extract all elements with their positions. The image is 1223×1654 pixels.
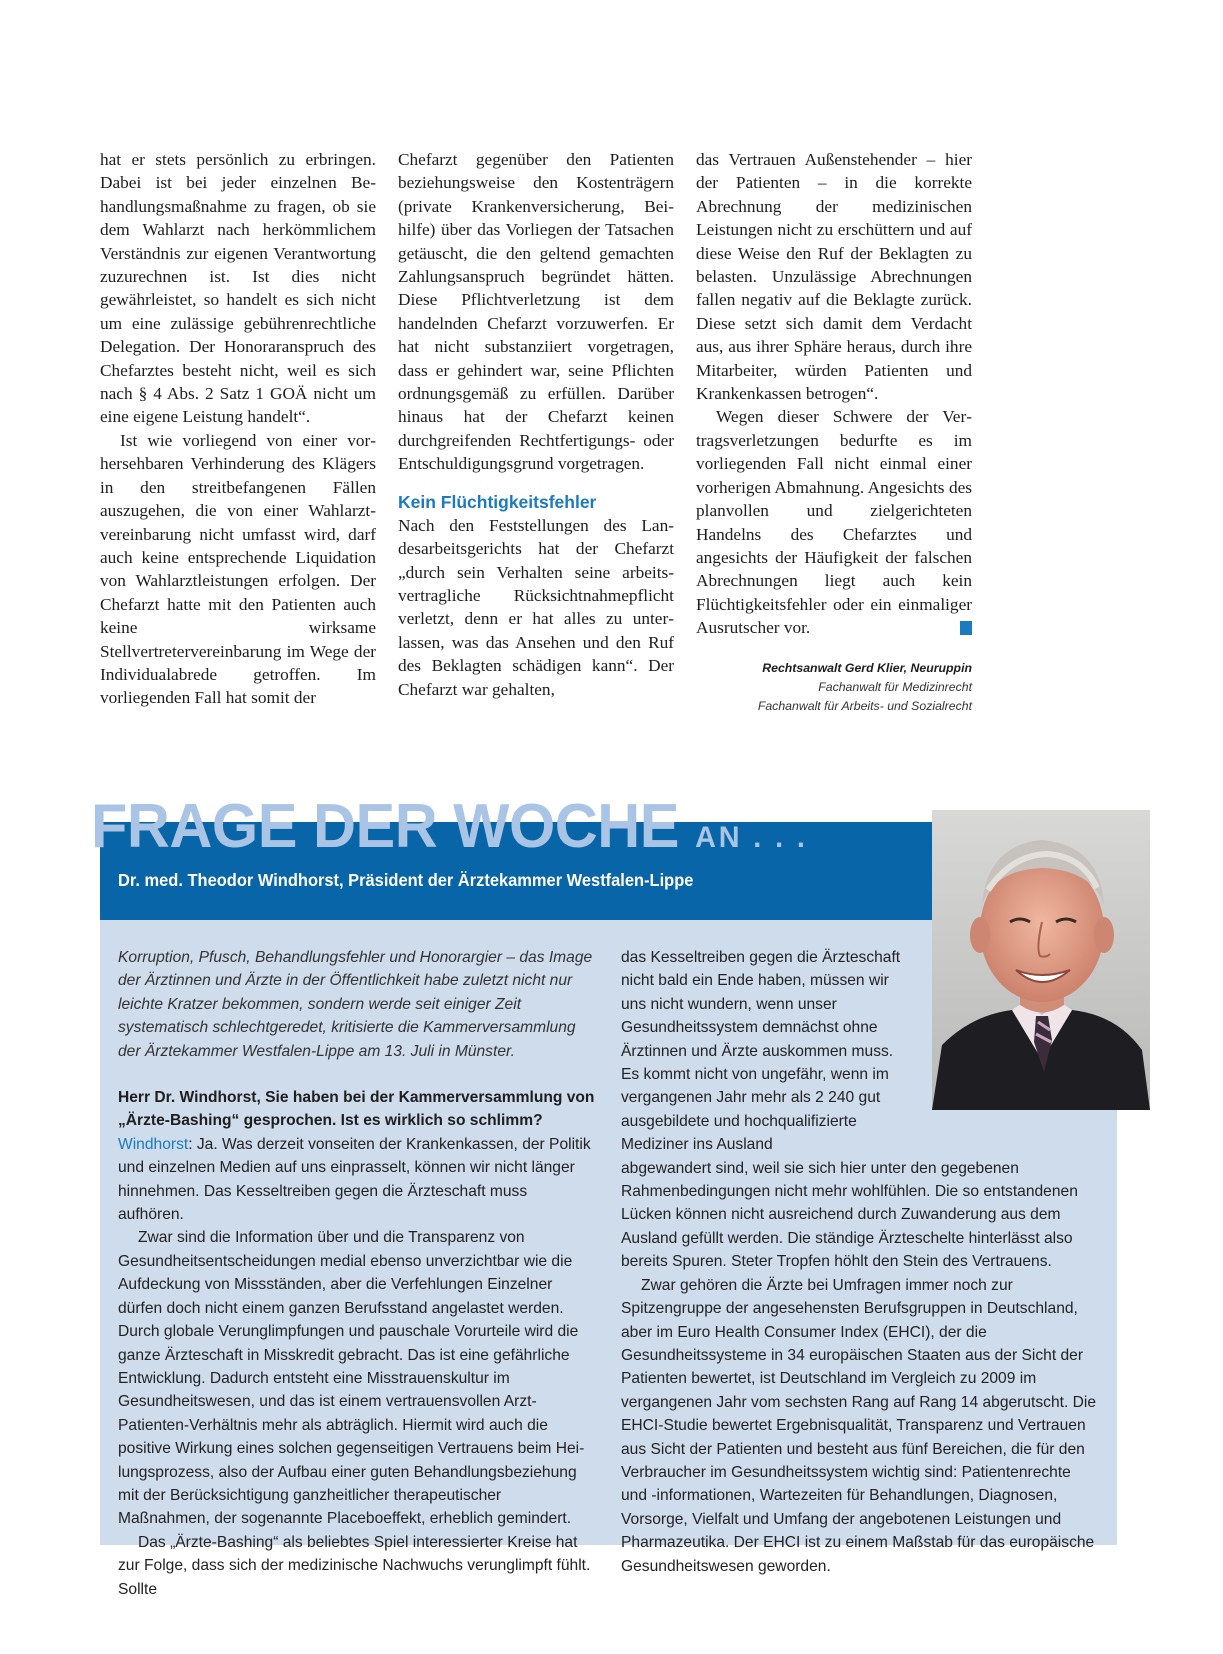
article-paragraph: Nach den Feststellungen des Landesarbeitsgerichts hat der Chefarzt „durch sein Verhalten seine arbeitsvertragliche Rücksichtnahmepflicht verletzt, denn er hat alles zu unterlassen, was das Ansehen und den Ruf des Beklagten schädigen kann“. Der Chefarzt war gehalten, bbox=[398, 515, 674, 699]
interview-question: Herr Dr. Windhorst, Sie haben bei der Kammerversammlung von „Ärzte-Bashing“ gesprochen. Ist es wirklich so schlimm? bbox=[118, 1089, 595, 1130]
interview-paragraph: das Kesseltreiben gegen die Ärzteschaft nicht bald ein Ende haben, müssen wir uns nicht wundern, wenn unser Gesundheitssystem demnächst ohne Ärztinnen und Ärzte auskommen muss. Es kommt nicht von ungefähr, wenn im vergangenen Jahr mehr als 2 240 gut ausgebildete und hochqualifizierte Mediziner ins Ausland bbox=[621, 949, 901, 1154]
interview-paragraph: abgewandert sind, weil sie sich hier unter den gegebenen Rahmenbedingungen nicht mehr wohlfühlen. Die so entstandenen Lücken können nicht ausreichend durch Zuwanderung aus dem Ausland gefüllt werden. Die ständige Ärzteschelte hinterlässt also bereits Spuren. Steter Tropfen höhlt den Stein des Vertrauens. bbox=[621, 1159, 1078, 1271]
portrait-photo-image bbox=[932, 810, 1150, 1110]
article-paragraph-text: Wegen dieser Schwere der Vertragsverletzungen bedurfte es im vorliegenden Fall nicht einmal einer vorherigen Abmahnung. Angesichts des planvollen und zielgerichteten Handelns des Chefarztes und angesichts der Häufigkeit der falschen Abrechnungen liegt auch kein Flüchtigkeitsfehler oder ein einmaliger Ausrutscher vor. bbox=[696, 407, 972, 638]
article-column-1 bbox=[100, 148, 376, 710]
author-name: Rechtsanwalt Gerd Klier, Neuruppin bbox=[762, 660, 972, 675]
interview-paragraph: Das „Ärzte-Bashing“ als beliebtes Spiel interessierter Kreise hat zur Folge, dass sich der medizinische Nachwuchs verunglimpft fühlt. Sollte bbox=[118, 1533, 591, 1598]
end-mark-icon bbox=[960, 621, 972, 635]
interview-subtitle: Dr. med. Theodor Windhorst, Präsident der Ärztekammer Westfalen-Lippe bbox=[118, 870, 694, 890]
section-subheading: Kein Flüchtigkeitsfehler bbox=[398, 491, 597, 512]
interview-answer-text: : Ja. Was derzeit vonseiten der Krankenkassen, der Politik und einzelnen Medien auf uns einprasselt, können wir nicht länger hinnehmen. Das Kesseltreiben gegen die Ärzteschaft muss aufhören. bbox=[118, 1135, 591, 1224]
interview-title-main: FRAGE DER WOCHE bbox=[91, 792, 679, 861]
interview-intro: Korruption, Pfusch, Behandlungsfehler und Honorargier – das Image der Ärztinnen und Ärzte in der Öffentlichkeit habe zuletzt nicht nur leichte Kratzer bekommen, sondern werde seit einiger Zeit systematisch schlechtgeredet, kritisierte die Kammerversammlung der Ärztekammer Westfalen-Lippe am 13. Juli in Münster. bbox=[118, 949, 593, 1060]
interview-title bbox=[91, 792, 808, 869]
article-paragraph bbox=[696, 405, 972, 639]
speaker-name: Windhorst bbox=[118, 1135, 189, 1153]
interview-answer bbox=[118, 1133, 596, 1227]
interview-paragraph: Zwar gehören die Ärzte bei Umfragen immer noch zur Spitzengruppe der angesehensten Berufsgruppen in Deutschland, aber im Euro Health Consumer Index (EHCI), der die Gesundheitssysteme in 34 europäischen Staaten aus der Sicht der Patienten bewertet, ist Deutschland im Vergleich zu 2009 im vergangenen Jahr vom sechsten Rang auf Rang 14 abgerutscht. Die EHCI-Studie bewertet Ergebnisqualität, Transparenz und Vertrauen aus Sicht der Patienten und besteht aus fünf Bereichen, die für den Verbraucher im Gesundheitssystem wichtig sind: Patientenrechte und -informationen, Wartezeiten für Behandlungen, Diagnosen, Vorsorge, Vielfalt und Umfang der angebotenen Leistungen und Pharmazeutika. Der EHCI ist zu einem Maßstab für das europäische Gesundheitswesen geworden. bbox=[621, 1276, 1097, 1575]
interview-title-suffix: AN . . . bbox=[695, 821, 808, 854]
portrait-photo bbox=[932, 810, 1150, 1110]
article-column-3 bbox=[696, 148, 972, 716]
article-paragraph: hat er stets persönlich zu erbringen. Dabei ist bei jeder einzelnen Behandlungsmaßnahme zu fragen, ob sie dem Wahlarzt nach herkömmlichem Verständnis zur eigenen Verantwortung zuzurechnen ist. Ist dies nicht gewährleistet, so handelt es sich nicht um eine zulässige gebührenrechtliche Delegation. Der Honoraranspruch des Chefarztes besteht nicht, weil es sich nach § 4 Abs. 2 Satz 1 GOÄ nicht um eine eigene Leistung handelt“. bbox=[100, 150, 376, 427]
article-paragraph: Chefarzt gegenüber den Patienten beziehungsweise den Kostenträgern (private Krankenversicherung, Beihilfe) über das Vorliegen der Tatsachen getäuscht, die den geltend gemachten Zahlungsanspruch begründet hätten. Diese Pflichtverletzung ist dem handelnden Chefarzt vorzuwerfen. Er hat nicht substanziiert vorgetragen, dass er gehindert war, seine Pflichten ordnungsgemäß zu erfüllen. Darüber hinaus hat der Chefarzt keinen durchgreifenden Rechtfertigungs- oder Entschuldigungsgrund vorgetragen. bbox=[398, 150, 674, 474]
interview-paragraph: Zwar sind die Information über und die Transparenz von Gesundheitsentscheidungen medial ebenso unverzichtbar wie die Aufdeckung von Missständen, aber die Verfehlungen Einzelner dürfen doch nicht einem ganzen Berufsstand angelastet werden. Durch globale Verunglimpfungen und pauschale Vorurteile wird die ganze Ärzteschaft in Misskredit gebracht. Das ist eine gefährliche Entwicklung. Dadurch entsteht eine Misstrauenskultur im Gesundheitswesen, und das ist einem vertrauensvollen Arzt-Patienten-Verhältnis mehr als abträglich. Hiermit wird auch die positive Wirkung eines solchen gegenseitigen Vertrauens beim Heilungsprozess, also der Aufbau einer guten Behandlungsbeziehung mit der Berücksichtigung ganzheitlicher therapeutischer Maßnahmen, der sogenannte Placeboeffekt, erheblich gemindert. bbox=[118, 1229, 585, 1528]
author-title-1: Fachanwalt für Medizinrecht bbox=[818, 679, 972, 694]
article-column-2 bbox=[398, 148, 674, 701]
article-paragraph: Ist wie vorliegend von einer vorhersehbaren Verhinderung des Klägers in den streitbefangenen Fällen auszugehen, die von einer Wahlarztvereinbarung nicht umfasst wird, darf auch keine entsprechende Liquidation von Wahlarztleistungen erfolgen. Der Chefarzt hatte mit den Patienten auch keine wirksame Stellvertretervereinbarung im Wege der Individualabrede getroffen. Im vorliegenden Fall hat somit der bbox=[100, 430, 376, 708]
author-title-2: Fachanwalt für Arbeits- und Sozialrecht bbox=[757, 698, 972, 713]
article-paragraph: das Vertrauen Außenstehender – hier der Patienten – in die korrekte Abrechnung der medizinischen Leistungen nicht zu erschüttern und auf diese Weise den Ruf der Beklagten zu belasten. Unzulässige Abrechnungen fallen negativ auf die Beklagte zurück. Diese setzt sich damit dem Verdacht aus, aus ihrer Sphäre heraus, durch ihre Mitarbeiter, würden Patienten und Krankenkassen betrogen“. bbox=[696, 150, 972, 404]
interview-column-1 bbox=[118, 946, 596, 1601]
author-signature bbox=[696, 659, 972, 716]
